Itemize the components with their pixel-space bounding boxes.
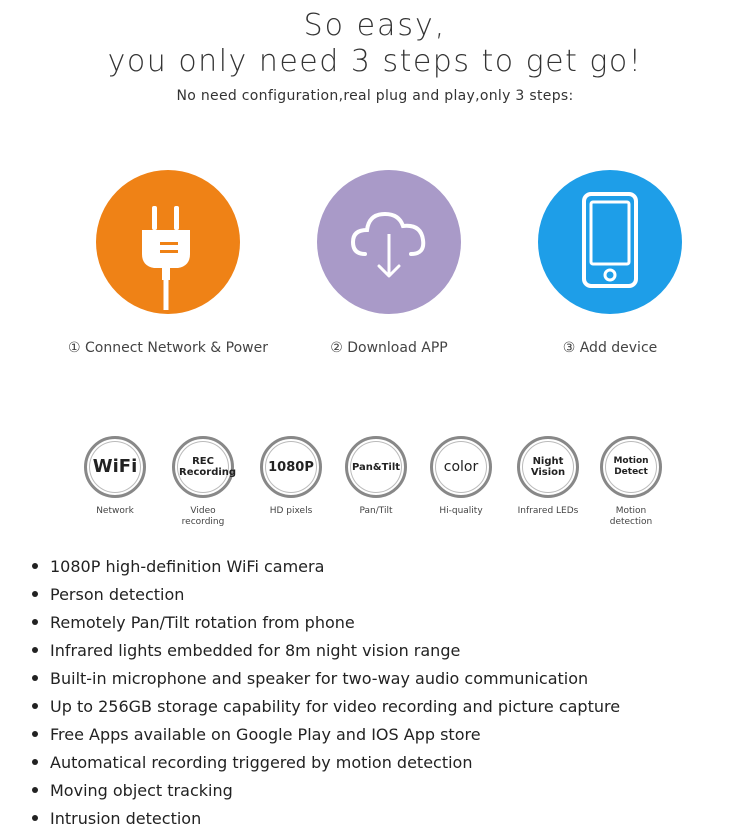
feature-label: Pan/Tilt xyxy=(359,506,393,516)
step-label: ① Connect Network & Power xyxy=(68,340,268,356)
feature-label: HD pixels xyxy=(269,506,313,516)
power-plug-icon xyxy=(96,170,240,314)
feature-list xyxy=(32,553,620,833)
step-download-app xyxy=(279,170,499,356)
feature-color xyxy=(418,436,504,517)
step-label: ② Download APP xyxy=(330,340,448,356)
feature-motion-detect xyxy=(588,436,674,528)
feature-wifi xyxy=(72,436,158,517)
step-add-device xyxy=(500,170,720,356)
hd-1080p-icon: 1080P xyxy=(260,436,322,498)
feature-recording xyxy=(160,436,246,528)
wifi-icon: WiFi xyxy=(84,436,146,498)
pan-tilt-icon: Pan&Tilt xyxy=(345,436,407,498)
feature-label: Video recording xyxy=(181,506,225,527)
night-vision-icon: Night Vision xyxy=(517,436,579,498)
list-item: 1080P high-definition WiFi camera xyxy=(32,553,620,581)
list-item: Free Apps available on Google Play and IOS App store xyxy=(32,721,620,749)
cloud-download-icon xyxy=(317,170,461,314)
feature-label: Infrared LEDs xyxy=(517,506,579,516)
list-item: Automatical recording triggered by motion detection xyxy=(32,749,620,777)
feature-label: Motion detection xyxy=(609,506,653,527)
motion-detect-icon: Motion Detect xyxy=(600,436,662,498)
page-title: So easy, xyxy=(303,8,447,43)
feature-night-vision xyxy=(505,436,591,517)
feature-1080p xyxy=(248,436,334,517)
list-item: Infrared lights embedded for 8m night vision range xyxy=(32,637,620,665)
list-item: Intrusion detection xyxy=(32,805,620,833)
list-item: Remotely Pan/Tilt rotation from phone xyxy=(32,609,620,637)
list-item: Up to 256GB storage capability for video recording and picture capture xyxy=(32,693,620,721)
feature-label: Network xyxy=(96,506,134,516)
list-item: Built-in microphone and speaker for two-way audio communication xyxy=(32,665,620,693)
page-title-line2: you only need 3 steps to get go! xyxy=(107,44,643,79)
rec-icon: REC Recording xyxy=(172,436,234,498)
color-icon: color xyxy=(430,436,492,498)
step-label: ③ Add device xyxy=(562,340,658,356)
list-item: Moving object tracking xyxy=(32,777,620,805)
feature-label: Hi-quality xyxy=(439,506,483,516)
list-item: Person detection xyxy=(32,581,620,609)
step-connect-network xyxy=(58,170,278,356)
smartphone-icon xyxy=(538,170,682,314)
feature-pan-tilt xyxy=(333,436,419,517)
page-subtitle: No need configuration,real plug and play,only 3 steps: xyxy=(176,88,574,104)
